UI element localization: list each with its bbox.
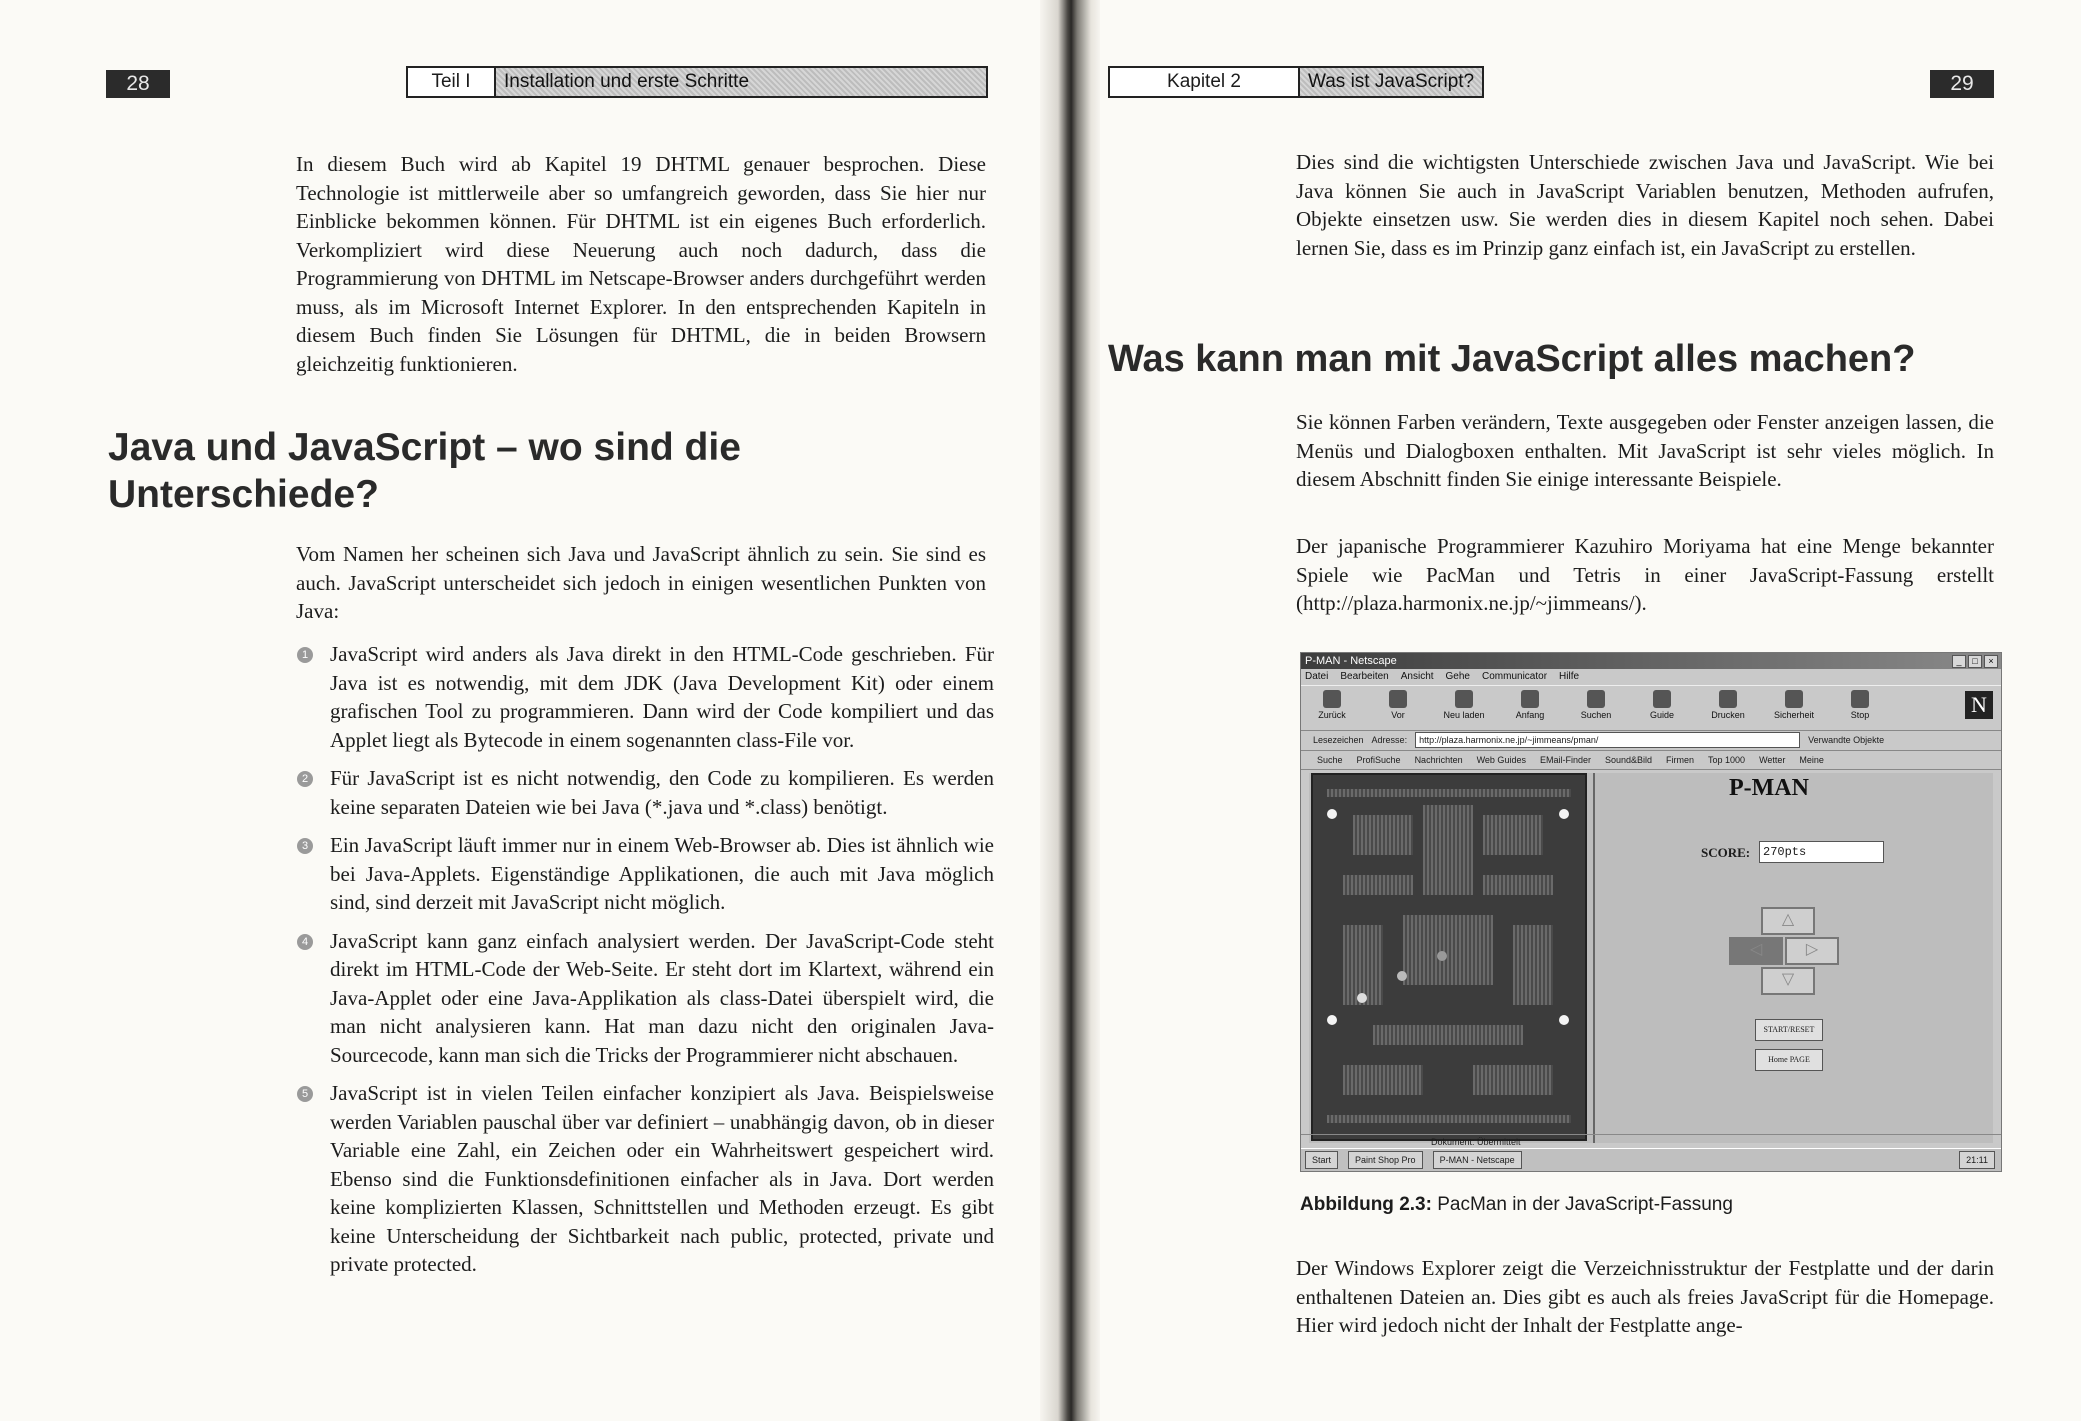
list-item [301, 640, 994, 754]
menu-bar [1301, 669, 2001, 685]
chapter-label: Kapitel 2 [1110, 68, 1300, 96]
maze-wall [1483, 875, 1553, 895]
list-item-text: JavaScript kann ganz einfach analysiert werden. Der JavaScript-Code steht direkt im HTML-Code der Web-Seite. Er steht dort im Klartext, während ein Java-Applet oder eine Java-Applikation als class-Datei überspielt wird, die man nicht analysieren kann. Hat man dazu nicht den originalen Java-Sourcecode, kann man sich die Tricks der Programmierer nicht abschauen. [330, 928, 994, 1067]
taskbar-item: Paint Shop Pro [1348, 1151, 1423, 1169]
ghost-icon [1437, 951, 1447, 961]
bookmarks-label: Lesezeichen [1313, 735, 1364, 745]
link-item: Meine [1799, 755, 1824, 765]
left-page [0, 0, 1040, 1421]
list-item-text: JavaScript ist in vielen Teilen einfacher konzipiert als Java. Beispielsweise werden Variablen pauschal über var definiert – unabhängig davon, ob in dieser Variable eine Zahl, ein Zeichen oder ein Wahrheitswert gespeichert wird. Ebenso sind die Funktionsdefinitionen einfacher als in Java. Dort werden keine komplizierten Klassen, Schnittstellen und Methoden erzeugt. Es gibt keine Unterscheidung der Sichtbarkeit nach public, protected, private und private protected. [330, 1081, 994, 1276]
window-title: P-MAN - Netscape [1305, 655, 1397, 667]
caption-text: PacMan in der JavaScript-Fassung [1437, 1194, 1733, 1215]
difference-list [301, 640, 994, 1289]
game-title: P-MAN [1729, 775, 1809, 801]
menu-item: Ansicht [1400, 671, 1434, 682]
link-item: Web Guides [1476, 755, 1526, 765]
print-icon [1719, 690, 1737, 708]
tool-label: Suchen [1580, 710, 1612, 720]
lead-paragraph: Vom Namen her scheinen sich Java und JavaScript ähnlich zu sein. Sie sind es auch. JavaScript unterscheidet sich jedoch in einigen wesentlichen Punkten von Java: [296, 542, 986, 623]
maze-wall [1513, 925, 1553, 1005]
maze-wall [1343, 1065, 1423, 1095]
menu-item: Communicator [1482, 671, 1548, 682]
address-bar [1301, 730, 2001, 751]
running-header [1108, 66, 1484, 98]
menu-item: Hilfe [1559, 671, 1580, 682]
arrow-left-icon: ◁ [1729, 937, 1783, 965]
number-badge: 2 [297, 771, 313, 787]
home-page-button: Home PAGE [1755, 1049, 1823, 1071]
search-icon [1587, 690, 1605, 708]
start-reset-button: START/RESET [1755, 1019, 1823, 1041]
tool-stop [1837, 686, 1883, 730]
list-item-text: Ein JavaScript läuft immer nur in einem Web-Browser ab. Dies ist ähnlich wie bei Java-Applets. Eigenständige Applikationen, die auch mit Java möglich sind, sind derzeit mit JavaScript nicht möglich. [330, 833, 994, 914]
link-item: Suche [1317, 755, 1343, 765]
menu-item: Bearbeiten [1340, 671, 1389, 682]
power-pellet [1559, 1015, 1569, 1025]
browser-toolbar [1301, 685, 2001, 731]
maze-wall [1423, 805, 1473, 895]
number-badge: 5 [297, 1086, 313, 1102]
game-field [1311, 773, 1587, 1141]
tool-back [1309, 686, 1355, 730]
maze-wall [1373, 1025, 1523, 1045]
maze-wall [1353, 815, 1413, 855]
maze-wall [1483, 815, 1543, 855]
maze-wall [1327, 789, 1571, 797]
lock-icon [1785, 690, 1803, 708]
caption-label: Abbildung 2.3: [1300, 1194, 1432, 1215]
window-controls [1952, 655, 1998, 668]
link-item: Nachrichten [1414, 755, 1463, 765]
home-icon [1521, 690, 1539, 708]
tool-label: Vor [1391, 710, 1405, 720]
pacman-icon [1357, 993, 1367, 1003]
link-item: EMail-Finder [1539, 755, 1591, 765]
menu-item: Gehe [1445, 671, 1470, 682]
link-item: Top 1000 [1708, 755, 1746, 765]
paragraph: Der japanische Programmierer Kazuhiro Moriyama hat eine Menge bekannter Spiele wie PacMan und Tetris in einer JavaScript-Fassung erstellt (http://plaza.harmonix.ne.jp/~jimmeans/). [1296, 534, 1994, 615]
running-header [406, 66, 988, 98]
right-page [1100, 0, 2081, 1421]
section-heading: Was kann man mit JavaScript alles machen? [1108, 338, 1916, 380]
tool-forward [1375, 686, 1421, 730]
list-item-text: Für JavaScript ist es nicht notwendig, den Code zu kompilieren. Es werden keine separaten Dateien wie bei Java (*.java und *.class) benötigt. [330, 766, 994, 819]
list-item [301, 831, 994, 917]
back-icon [1323, 690, 1341, 708]
link-item: Sound&Bild [1604, 755, 1653, 765]
forward-icon [1389, 690, 1407, 708]
maze-wall [1343, 875, 1413, 895]
intro-paragraph: Dies sind die wichtigsten Unterschiede zwischen Java und JavaScript. Wie bei Java können Sie auch in JavaScript Variablen benutzen, Methoden aufrufen, Objekte einsetzen usw. Sie werden dies in diesem Kapitel noch sehen. Dabei lernen Sie, dass es im Prinzip ganz einfach ist, ein JavaScript zu erstellen. [1296, 150, 1994, 260]
related-label: Verwandte Objekte [1808, 735, 1885, 745]
link-item: Wetter [1759, 755, 1786, 765]
netscape-logo-icon: N [1965, 691, 1993, 719]
close-icon: × [1984, 655, 1998, 668]
header-title: Was ist JavaScript? [1300, 68, 1482, 96]
arrow-right-icon: ▷ [1785, 937, 1839, 965]
minimize-icon: _ [1952, 655, 1966, 668]
book-gutter [1040, 0, 1100, 1421]
page-number: 28 [106, 70, 170, 98]
part-label: Teil I [408, 68, 496, 96]
arrow-down-icon: ▽ [1761, 967, 1815, 995]
link-item: ProfiSuche [1356, 755, 1401, 765]
tool-label: Sicherheit [1773, 710, 1815, 720]
taskbar [1301, 1148, 2001, 1171]
tool-label: Stop [1850, 710, 1870, 720]
arrow-up-icon: △ [1761, 907, 1815, 935]
score-label: SCORE: [1701, 845, 1751, 860]
tool-label: Neu laden [1443, 710, 1485, 720]
tool-reload [1441, 686, 1487, 730]
paragraph: Sie können Farben verändern, Texte ausgegeben oder Fenster anzeigen lassen, die Menüs und Dialogboxen enthalten. Mit JavaScript ist sehr vieles möglich. In diesem Abschnitt finden Sie einige interessante Beispiele. [1296, 410, 1994, 491]
tool-search [1573, 686, 1619, 730]
tool-home [1507, 686, 1553, 730]
address-label: Adresse: [1371, 735, 1408, 745]
maximize-icon: □ [1968, 655, 1982, 668]
list-item [301, 1079, 994, 1279]
maze-wall [1327, 1115, 1571, 1123]
figure-caption [1300, 1192, 2000, 1218]
paragraph: Der Windows Explorer zeigt die Verzeichnisstruktur der Festplatte und der darin enthaltenen Dateien an. Dies gibt es auch als freies JavaScript für die Homepage. Hier wird jedoch nicht der Inhalt der Festplatte ange- [1296, 1256, 1994, 1337]
score-field: 270pts [1759, 841, 1884, 863]
list-item [301, 927, 994, 1070]
power-pellet [1327, 809, 1337, 819]
power-pellet [1559, 809, 1569, 819]
tool-security [1771, 686, 1817, 730]
tool-label: Zurück [1318, 710, 1346, 720]
tool-label: Anfang [1515, 710, 1545, 720]
tool-guide [1639, 686, 1685, 730]
browser-content [1309, 773, 1993, 1143]
maze-wall [1473, 1065, 1553, 1095]
link-item: Firmen [1666, 755, 1695, 765]
page-number: 29 [1930, 70, 1994, 98]
guide-icon [1653, 690, 1671, 708]
number-badge: 3 [297, 838, 313, 854]
taskbar-item: P-MAN - Netscape [1433, 1151, 1522, 1169]
menu-item: Datei [1305, 671, 1329, 682]
start-button: Start [1305, 1151, 1338, 1169]
number-badge: 1 [297, 647, 313, 663]
window-titlebar [1301, 653, 2001, 669]
reload-icon [1455, 690, 1473, 708]
list-item-text: JavaScript wird anders als Java direkt in den HTML-Code geschrieben. Für Java ist es notwendig, mit dem JDK (Java Development Kit) oder einem grafischen Tool zu programmieren. Dann wird der Code kompiliert und das Applet liegt als Bytecode in einem sogenannten class-File vor. [330, 642, 994, 752]
address-field: http://plaza.harmonix.ne.jp/~jimmeans/pman/ [1415, 732, 1800, 748]
maze-wall [1403, 915, 1493, 985]
links-bar [1301, 751, 2001, 770]
tool-print [1705, 686, 1751, 730]
number-badge: 4 [297, 934, 313, 950]
list-item [301, 764, 994, 821]
power-pellet [1327, 1015, 1337, 1025]
intro-paragraph: In diesem Buch wird ab Kapitel 19 DHTML genauer besprochen. Diese Technologie ist mittlerweile aber so umfangreich geworden, dass Sie hier nur Einblicke bekommen können. Für DHTML ist ein eigenes Buch erforderlich. Verkompliziert wird diese Neuerung auch noch dadurch, dass die Programmierung von DHTML im Netscape-Browser anders durchgeführt werden muss, als im Microsoft Internet Explorer. In den entsprechenden Kapiteln in diesem Buch finden Sie Lösungen für DHTML, die in beiden Browsern gleichzeitig funktionieren. [296, 152, 986, 376]
header-title: Installation und erste Schritte [496, 68, 986, 96]
tool-label: Drucken [1711, 710, 1745, 720]
ghost-icon [1397, 971, 1407, 981]
stop-icon [1851, 690, 1869, 708]
clock: 21:11 [1959, 1151, 1995, 1169]
frame-divider [1593, 773, 1595, 1143]
section-heading: Java und JavaScript – wo sind die Unterschiede? [108, 426, 741, 516]
pacman-screenshot [1300, 652, 2002, 1172]
tool-label: Guide [1649, 710, 1675, 720]
status-bar: Dokument: Übermittelt [1301, 1134, 2001, 1149]
